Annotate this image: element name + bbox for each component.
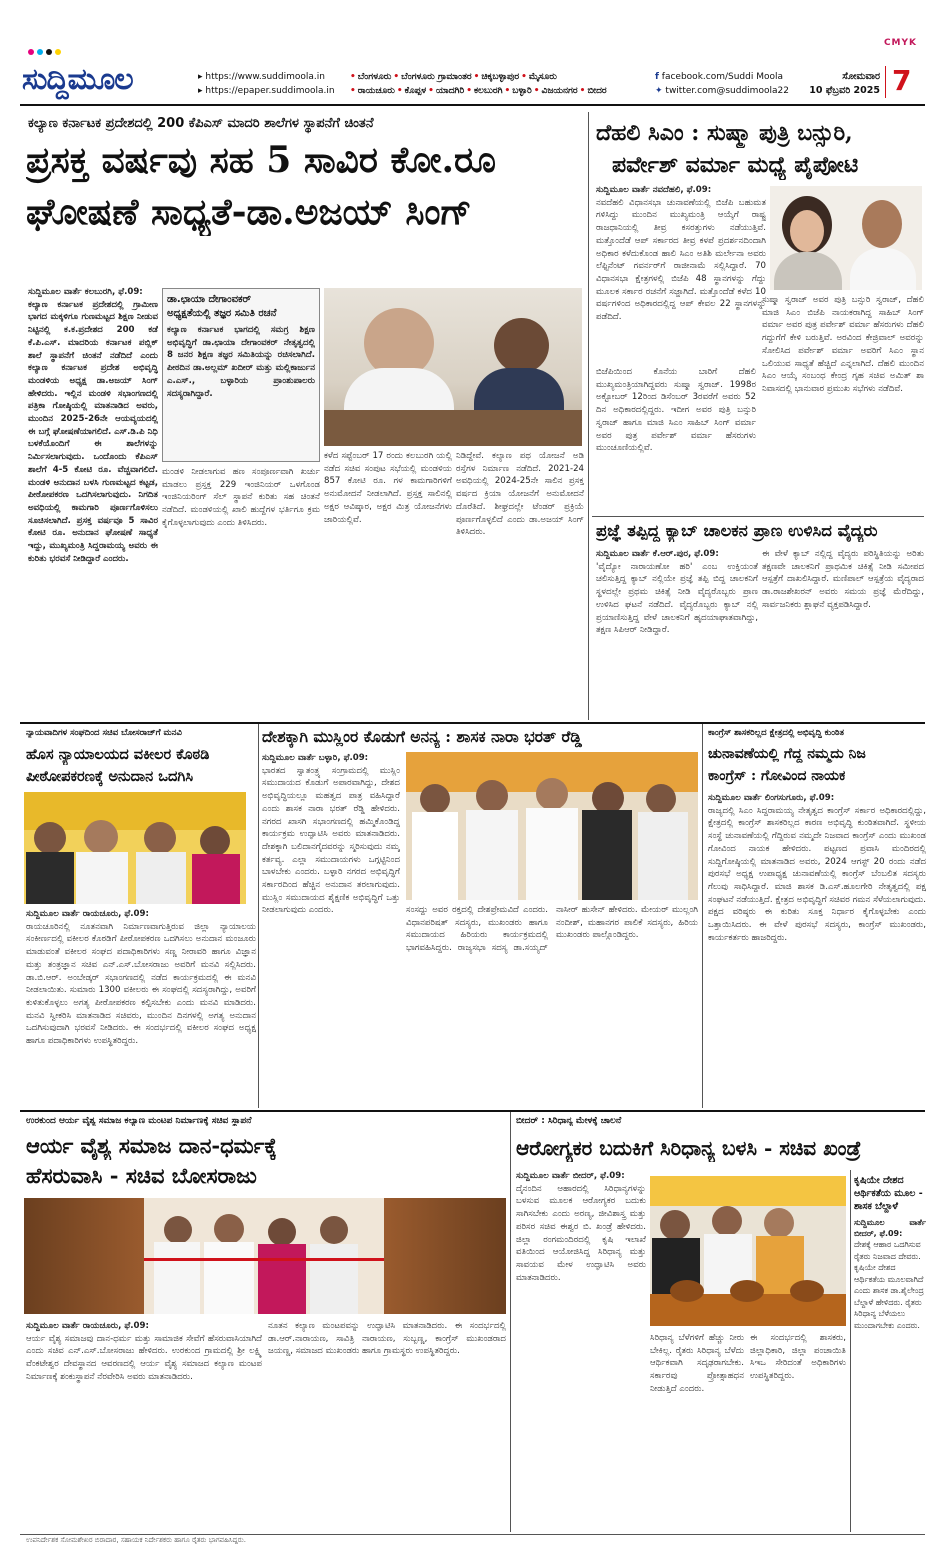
court-byline: ಸುದ್ದಿಮೂಲ ವಾರ್ತೆ ರಾಯಚೂರು, ಫೆ.09: (26, 909, 149, 919)
arya-para-1: ಆರ್ಯ ವೈಶ್ಯ ಸಮಾಜವು ದಾನ-ಧರ್ಮ ಮತ್ತು ಸಾಮಾಜಿಕ ಸೇವೆಗೆ ಹೆಸರುವಾಸಿಯಾಗಿದೆ ಎಂದು ಸಚಿವ ಎನ್.ಎಸ್.ಬೋಸರಾಜು ಹೇಳಿದರು. ಉರಕುಂದ ಗ್ರಾಮದಲ್ಲಿ ಶ್ರೀ ಲಕ್ಷ್ಮಿ ವೆಂಕಟೇಶ್ವರ ದೇವಸ್ಥಾನದ ಆವರಣದಲ್ಲಿ ಆರ್ಯ ವೈಶ್ಯ ಸಮಾಜದ ಕಲ್ಯಾಣ ಮಂಟಪ ನಿರ್ಮಾಣಕ್ಕೆ ಶಂಕುಸ್ಥಾಪನೆ ನೆರವೇರಿಸಿ ಅವರು ಮಾತನಾಡಿದರು. (26, 1333, 262, 1382)
edition-bullet: • (350, 86, 356, 96)
court-headline-1: ಹೊಸ ನ್ಯಾಯಾಲಯದ ವಕೀಲರ ಕೊಠಡಿ (26, 746, 210, 763)
box-title-2: ಅಧ್ಯಕ್ಷತೆಯಲ್ಲಿ ತಜ್ಞರ ಸಮಿತಿ ರಚನೆ (167, 308, 277, 319)
court-photo (24, 792, 246, 904)
arya-inauguration-photo (24, 1198, 506, 1314)
edition-bullet: • (533, 86, 540, 96)
court-para: ರಾಯಚೂರಿನಲ್ಲಿ ನೂತನವಾಗಿ ನಿರ್ಮಾಣವಾಗುತ್ತಿರುವ ಜಿಲ್ಲಾ ನ್ಯಾಯಾಲಯ ಸಂಕೀರ್ಣದಲ್ಲಿ ವಕೀಲರ ಕೊಠಡಿಗೆ ಪೀಠೋಪಕರಣ ಒದಗಿಸಲು ಅನುದಾನ ಮಂಜೂರು ಮಾಡುವಂತೆ ವಕೀಲರ ಸಂಘದ ಪದಾಧಿಕಾರಿಗಳು ಸಣ್ಣ ನೀರಾವರಿ ಹಾಗೂ ವಿಜ್ಞಾನ ಮತ್ತು ತಂತ್ರಜ್ಞಾನ ಸಚಿವ ಎನ್.ಎಸ್.ಬೋಸರಾಜು ಅವರಿಗೆ ಮನವಿ ಸಲ್ಲಿಸಿದರು. ಡಾ.ಬಿ.ಆರ್. ಅಂಬೇಡ್ಕರ್ ಸಭಾಂಗಣದಲ್ಲಿ ನಡೆದ ಕಾರ್ಯಕ್ರಮದಲ್ಲಿ ಈ ಮನವಿ ನೀಡಲಾಯಿತು. ಸುಮಾರು 1300 ವಕೀಲರು ಈ ಸಂಘದಲ್ಲಿ ಸದಸ್ಯರಾಗಿದ್ದು, ಅವರಿಗೆ ಕುಳಿತುಕೊಳ್ಳಲು ಅಗತ್ಯ ಪೀಠೋಪಕರಣ ಕಲ್ಪಿಸಬೇಕು ಎಂದು ಮನವಿ ಮಾಡಿದರು. ಮನವಿ ಸ್ವೀಕರಿಸಿ ಮಾತನಾಡಿದ ಸಚಿವರು, ಮುಂದಿನ ದಿನಗಳಲ್ಲಿ ಅಗತ್ಯ ಅನುದಾನ ಒದಗಿಸುವುದಾಗಿ ಭರವಸೆ ನೀಡಿದರು. ಈ ಸಂದರ್ಭದಲ್ಲಿ ವಕೀಲರ ಸಂಘದ ಅಧ್ಯಕ್ಷ ಹಾಗೂ ಪದಾಧಿಕಾರಿಗಳು ಉಪಸ್ಥಿತರಿದ್ದರು. (26, 921, 256, 1047)
edition-link[interactable]: ಬೆಂಗಳೂರು ಗ್ರಾಮಾಂತರ (401, 72, 472, 82)
facebook-icon: f (655, 72, 659, 82)
millet-mela-photo (650, 1176, 846, 1326)
cab-para-2: ಈ ವೇಳೆ ಕ್ಯಾಬ್ ನಲ್ಲಿದ್ದ ವೈದ್ಯರು ಪರಿಸ್ಥಿತಿಯನ್ನು ಅರಿತು ತಕ್ಷಣವೇ ಚಾಲಕನಿಗೆ ಪ್ರಾಥಮಿಕ ಚಿಕಿತ್ಸೆ ನೀಡಿ ಸಮೀಪದ ಆಸ್ಪತ್ರೆಗೆ ದಾಖಲಿಸಿದ್ದಾರೆ. ಮಣಿಪಾಲ್ ಆಸ್ಪತ್ರೆಯ ವೈದ್ಯರಾದ ಡಾ.ರಾಜಶೇಖರನ್ ಅವರು ಸಮಯ ಪ್ರಜ್ಞೆ ಮೆರೆದಿದ್ದು, ಸಾರ್ವಜನಿಕರು ಶ್ಲಾಘನೆ ವ್ಯಕ್ತಪಡಿಸಿದ್ದಾರೆ. (762, 549, 924, 610)
congress-headline-1: ಚುನಾವಣೆಯಲ್ಲಿ ಗೆದ್ದ ನಮ್ಮದು ನಿಜ (708, 746, 866, 762)
sidebar-text: ದೇಶಕ್ಕೆ ಆಹಾರ ಒದಗಿಸುವ ರೈತರು ನಿಜವಾದ ದೇವರು. ಕೃಷಿಯೇ ದೇಶದ ಆರ್ಥಿಕತೆಯ ಮೂಲವಾಗಿದೆ ಎಂದು ಶಾಸಕ ಡಾ.ಶೈಲೇಂದ್ರ ಬೆಲ್ದಾಳೆ ಹೇಳಿದರು. ರೈತರು ಸಿರಿಧಾನ್ಯ ಬೆಳೆಯಲು ಮುಂದಾಗಬೇಕು ಎಂದರು. (854, 1240, 924, 1330)
arya-kicker: ಉರಕುಂದ ಆರ್ಯ ವೈಶ್ಯ ಸಮಾಜ ಕಲ್ಯಾಣ ಮಂಟಪ ನಿರ್ಮಾಣಕ್ಕೆ ಸಚಿವ ಸ್ಥಾಪನೆ (26, 1116, 252, 1126)
arya-para-2: ನೂತನ ಕಲ್ಯಾಣ ಮಂಟಪವನ್ನು ಉದ್ಘಾಟಿಸಿ ಮಾತನಾಡಿದರು. ಈ ಸಂದರ್ಭದಲ್ಲಿ ಡಾ.ಆರ್.ನಾರಾಯಣ, ಸಾವಿತ್ರಿ ನಾರಾಯಣ, ಸುಬ್ಬಣ್ಣ, ಕಾಂಗ್ರೆಸ್ ಮುಖಂಡರಾದ ಜಯಣ್ಣ, ಸಮಾಜದ ಮುಖಂಡರು ಹಾಗೂ ಗ್ರಾಮಸ್ಥರು ಉಪಸ್ಥಿತರಿದ್ದರು. (268, 1321, 506, 1357)
arya-headline-2: ಹೆಸರುವಾಸಿ - ಸಚಿವ ಬೋಸರಾಜು (26, 1163, 257, 1188)
lead-photo (324, 288, 582, 446)
twitter-icon: ✦ (655, 86, 663, 96)
cmyk-mark: CMYK (883, 38, 917, 48)
lead-para-4: ನಿಡಿದ್ದೇವೆ. ಕಲ್ಯಾಣ ಪಥ ಯೋಜನೆ ಅಡಿ ರಸ್ತೆಗಳ ನಿರ್ಮಾಣ ನಡೆದಿದೆ. 2021-24 ಅವಧಿಯಲ್ಲಿ 2024-25ನೇ ಸಾಲಿನ ಪ್ರಸಕ್ತ ವರ್ಷದ ಕ್ರಿಯಾ ಯೋಜನೆಗೆ ಅನುಮೋದನೆ ದೊರೆತಿದೆ. ಶೀಘ್ರದಲ್ಲೇ ಟೆಂಡರ್ ಪ್ರಕ್ರಿಯೆ ಪೂರ್ಣಗೊಳ್ಳಲಿದೆ ಎಂದು ಡಾ.ಅಜಯ್ ಸಿಂಗ್ ತಿಳಿಸಿದರು. (456, 451, 584, 538)
lead-kicker: ಕಲ್ಯಾಣ ಕರ್ನಾಟಕ ಪ್ರದೇಶದಲ್ಲಿ 200 ಕೆಪಿಎಸ್ ಮಾದರಿ ಶಾಲೆಗಳ ಸ್ಥಾಪನೆಗೆ ಚಿಂತನೆ (28, 116, 374, 131)
millet-para-2: ಸಿರಿಧಾನ್ಯ ಬೆಳೆಗಳಿಗೆ ಹೆಚ್ಚು ನೀರು ಬೇಕಿಲ್ಲ. ರೈತರು ಸಿರಿಧಾನ್ಯ ಬೆಳೆದು ಆರ್ಥಿಕವಾಗಿ ಸದೃಢರಾಗಬೇಕು. ಸರ್ಕಾರವು ಪ್ರೋತ್ಸಾಹಧನ ನೀಡುತ್ತಿದೆ ಎಂದರು. (650, 1333, 744, 1394)
arya-byline: ಸುದ್ದಿಮೂಲ ವಾರ್ತೆ ರಾಯಚೂರು, ಫೆ.09: (26, 1321, 149, 1331)
logo: ಸುದ್ದಿಮೂಲ (22, 62, 133, 97)
edition-bullet: • (521, 72, 527, 82)
edition-link[interactable]: ಕಲಬುರಗಿ (473, 86, 503, 96)
edition-bullet: • (350, 72, 356, 82)
cab-byline: ಸುದ್ದಿಮೂಲ ವಾರ್ತೆ ಕೆ.ಆರ್.ಪುರ, ಫೆ.09: (596, 549, 719, 559)
footer-strip: ಉಪನಿರ್ದೇಶಕ ಸೋಮಶೇಖರ ಬಿರಾದಾರ, ಸಹಾಯಕ ನಿರ್ದೇಶಕರು ಹಾಗೂ ರೈತರು ಭಾಗವಹಿಸಿದ್ದರು. (26, 1536, 246, 1544)
editions (348, 70, 648, 98)
box-text: ಕಲ್ಯಾಣ ಕರ್ನಾಟಕ ಭಾಗದಲ್ಲಿ ಸಮಗ್ರ ಶಿಕ್ಷಣ ಅಭಿವೃದ್ಧಿಗೆ ಡಾ.ಛಾಯಾ ದೇಗಾಂವಕರ್ ನೇತೃತ್ವದಲ್ಲಿ 8 ಜನರ ಶಿಕ್ಷಣ ತಜ್ಞರ ಸಮಿತಿಯನ್ನು ರಚಿಸಲಾಗಿದೆ. ಪೀಠದಿನ ಡಾ.ಅಲ್ಲಮ್ ಖದೀರ್ ಮತ್ತು ಮಲ್ಲಿಕಾರ್ಜುನ ಎ.ಎಸ್., ಬಳ್ಳಾರಿಯ ಪ್ರಾಂಶುಪಾಲರು ಸದಸ್ಯರಾಗಿದ್ದಾರೆ. (167, 325, 315, 399)
edition-bullet: • (393, 72, 400, 82)
edition-link[interactable]: ಕೊಪ್ಪಳ (404, 86, 427, 96)
edition-link[interactable]: ಬಳ್ಳಾರಿ (512, 86, 532, 96)
sidebar-byline: ಸುದ್ದಿಮೂಲ ವಾರ್ತೆ ಬೀದರ್, ಫೆ.09: (854, 1218, 926, 1238)
millet-byline: ಸುದ್ದಿಮೂಲ ವಾರ್ತೆ ಬೀದರ್, ಫೆ.09: (516, 1171, 625, 1181)
cab-para-1: 'ವೈದ್ಯೋ ನಾರಾಯಣೋ ಹರಿ' ಎಂಬ ಉಕ್ತಿಯಂತೆ ಚಲಿಸುತ್ತಿದ್ದ ಕ್ಯಾಬ್ ನಲ್ಲಿಯೇ ಪ್ರಜ್ಞೆ ತಪ್ಪಿ ಬಿದ್ದ ಚಾಲಕನಿಗೆ ಸ್ಥಳದಲ್ಲೇ ಪ್ರಥಮ ಚಿಕಿತ್ಸೆ ನೀಡಿ ವೈದ್ಯರೊಬ್ಬರು ಪ್ರಾಣ ಉಳಿಸಿದ ಘಟನೆ ನಡೆದಿದೆ. ವೈದ್ಯರೊಬ್ಬರು ಕ್ಯಾಬ್ ನಲ್ಲಿ ಪ್ರಯಾಣಿಸುತ್ತಿದ್ದ ವೇಳೆ ಚಾಲಕನಿಗೆ ಹೃದಯಾಘಾತವಾಗಿದ್ದು, ತಕ್ಷಣ ಸಿಪಿಆರ್ ನೀಡಿದ್ದಾರೆ. (596, 561, 758, 636)
epaper-link[interactable]: ▸ https://epaper.suddimoola.in (198, 86, 335, 96)
date: 10 ಫೆಬ್ರವರಿ 2025 (809, 85, 880, 96)
edition-link[interactable]: ಮೈಸೂರು (528, 72, 557, 82)
edition-bullet: • (473, 72, 480, 82)
congress-kicker: ಕಾಂಗ್ರೆಸ್ ಶಾಸಕರಿಲ್ಲದ ಕ್ಷೇತ್ರದಲ್ಲಿ ಅಭಿವೃದ್ಧಿ ಕುಂಠಿತ (708, 728, 844, 738)
congress-byline: ಸುದ್ದಿಮೂಲ ವಾರ್ತೆ ಲಿಂಗಸುಗೂರು, ಫೆ.09: (708, 793, 835, 803)
edition-link[interactable]: ಬೆಂಗಳೂರು (357, 72, 392, 82)
cm-para-2: ಬಿಜೆಪಿಯಿಂದ ಕೊನೆಯ ಬಾರಿಗೆ ದೆಹಲಿ ಮುಖ್ಯಮಂತ್ರಿಯಾಗಿದ್ದವರು ಸುಷ್ಮಾ ಸ್ವರಾಜ್. 1998ರ ಅಕ್ಟೋಬರ್ 12ರಿಂದ ಡಿಸೆಂಬರ್ 3ರವರೆಗೆ ಅವರು 52 ದಿನ ಅಧಿಕಾರದಲ್ಲಿದ್ದರು. ಇದೀಗ ಅವರ ಪುತ್ರಿ ಬನ್ಸುರಿ ಸ್ವರಾಜ್ ಹಾಗೂ ಮಾಜಿ ಸಿಎಂ ಸಾಹಿಬ್ ಸಿಂಗ್ ವರ್ಮಾ ಅವರ ಪುತ್ರ ಪರ್ವೇಶ್ ವರ್ಮಾ ಹೆಸರುಗಳು ಮುಂಚೂಣಿಯಲ್ಲಿವೆ. (596, 367, 756, 454)
twitter-link[interactable]: ✦ twitter.com@suddimoola22 (655, 86, 789, 96)
page-number: 7 (892, 64, 912, 97)
cm-para-3: ಸುಷ್ಮಾ ಸ್ವರಾಜ್ ಅವರ ಪುತ್ರಿ ಬನ್ಸುರಿ ಸ್ವರಾಜ್, ದೆಹಲಿ ಮಾಜಿ ಸಿಎಂ ಬಿಜೆಪಿ ನಾಯಕರಾಗಿದ್ದ ಸಾಹಿಬ್ ಸಿಂಗ್ ವರ್ಮಾ ಅವರ ಪುತ್ರ ಪರ್ವೇಶ್ ವರ್ಮಾ ಹೆಸರುಗಳು ದೆಹಲಿ ಗದ್ದುಗೆಗೆ ಕೇಳಿ ಬರುತ್ತಿವೆ. ಅರವಿಂದ ಕೇಜ್ರಿವಾಲ್ ಅವರನ್ನು ಸೋಲಿಸಿದ ಪರ್ವೇಶ್ ವರ್ಮಾ ಅವರಿಗೆ ಸಿಎಂ ಸ್ಥಾನ ಒಲಿಯುವ ಸಾಧ್ಯತೆ ಹೆಚ್ಚಿದೆ ಎನ್ನಲಾಗಿದೆ. ದೆಹಲಿ ಮುಂದಿನ ಸಿಎಂ ಆಯ್ಕೆ ಸಂಬಂಧ ಕೇಂದ್ರ ಗೃಹ ಸಚಿವ ಅಮಿತ್ ಶಾ ನಿವಾಸದಲ್ಲಿ ಭಾನುವಾರ ಪ್ರಮುಖ ಸಭೆಗಳು ನಡೆದಿವೆ. (762, 295, 924, 394)
court-headline-2: ಪೀಠೋಪಕರಣಕ್ಕೆ ಅನುದಾನ ಒದಗಿಸಿ (26, 768, 194, 785)
cm-para-1: ನವದೆಹಲಿ ವಿಧಾನಸಭಾ ಚುನಾವಣೆಯಲ್ಲಿ ಬಿಜೆಪಿ ಬಹುಮತ ಗಳಿಸಿದ್ದು ಮುಂದಿನ ಮುಖ್ಯಮಂತ್ರಿ ಆಯ್ಕೆಗೆ ರಾಷ್ಟ್ರ ರಾಜಧಾನಿಯಲ್ಲಿ ತೀವ್ರ ಕಸರತ್ತುಗಳು ನಡೆಯುತ್ತಿವೆ. ಮತ್ತೊಂದೆಡೆ ಆಪ್ ಸರ್ಕಾರದ ತೀವ್ರ ಕಳಪೆ ಪ್ರದರ್ಶನದಿಂದಾಗಿ ಅಧಿಕಾರ ಕಳೆದುಕೊಂಡ ಹಾಲಿ ಸಿಎಂ ಅತಿಶಿ ಮರ್ಲೇನಾ ಅವರು ಲೆಫ್ಟಿನೆಂಟ್ ಗವರ್ನರ್‌ಗೆ ರಾಜೀನಾಮೆ ಸಲ್ಲಿಸಿದ್ದಾರೆ. 70 ವಿಧಾನಸಭಾ ಕ್ಷೇತ್ರಗಳಲ್ಲಿ ಬಿಜೆಪಿ 48 ಸ್ಥಾನಗಳನ್ನು ಗೆದ್ದು ಮೂಲಕ ಸರ್ಕಾರ ರಚನೆಗೆ ಸಜ್ಜಾಗಿದೆ. ಮತ್ತೊಂದೆಡೆ ಕಳೆದ 10 ವರ್ಷಗಳಿಂದ ಅಧಿಕಾರದಲ್ಲಿದ್ದ ಆಪ್ ಕೇವಲ 22 ಸ್ಥಾನಗಳನ್ನು ಪಡೆದಿದೆ. (596, 197, 766, 323)
sidebar-title: ಕೃಷಿಯೇ ದೇಶದ ಆರ್ಥಿಕತೆಯ ಮೂಲ - ಶಾಸಕ ಬೆಲ್ದಾಳೆ (854, 1175, 923, 1212)
lead-para-3: ಕಳೆದ ಸಪ್ಟೆಂಬರ್ 17 ರಂದು ಕಲಬುರಗಿ ಯಲ್ಲಿ ನಡೆದ ಸಚಿವ ಸಂಪುಟ ಸಭೆಯಲ್ಲಿ ಮಂಡಳಿಯ 857 ಕೋಟಿ ರೂ. ಗಳ ಕಾಮಗಾರಿಗಳಿಗೆ ಅನುಮೋದನೆ ನೀಡಲಾಗಿದೆ. ಪ್ರಸ್ತಕ್ತ ಸಾಲಿನಲ್ಲಿ ಅಕ್ಷರ ಆವಿಷ್ಕಾರ, ಅಕ್ಷರ ಮಿತ್ರ ಯೋಜನೆಗಳು ಜಾರಿಯಲ್ಲಿವೆ. (324, 451, 452, 525)
edition-link[interactable]: ಬೀದರ (587, 86, 607, 96)
cm-candidates-photo (770, 186, 922, 290)
edition-link[interactable]: ಯಾದಗಿರಿ (435, 86, 465, 96)
lead-headline-2: ಘೋಷಣೆ ಸಾಧ್ಯತೆ-ಡಾ.ಅಜಯ್ ಸಿಂಗ್ (26, 191, 472, 233)
millet-headline: ಆರೋಗ್ಯಕರ ಬದುಕಿಗೆ ಸಿರಿಧಾನ್ಯ ಬಳಸಿ - ಸಚಿವ ಖಂಡ್ರೆ (516, 1136, 861, 1160)
arya-headline-1: ಆರ್ಯ ವೈಶ್ಯ ಸಮಾಜ ದಾನ-ಧರ್ಮಕ್ಕೆ (26, 1133, 277, 1158)
congress-headline-2: ಕಾಂಗ್ರೆಸ್ : ಗೋವಿಂದ ನಾಯಕ (708, 768, 846, 784)
edition-bullet: • (579, 86, 586, 96)
edition-bullet: • (396, 86, 403, 96)
muslim-byline: ಸುದ್ದಿಮೂಲ ವಾರ್ತೆ ಬಳ್ಳಾರಿ, ಫೆ.09: (262, 753, 369, 763)
muslim-headline: ದೇಶಕ್ಕಾಗಿ ಮುಸ್ಲಿಂರ ಕೊಡುಗೆ ಅನನ್ಯ : ಶಾಸಕ ನಾರಾ ಭರತ್ ರೆಡ್ಡಿ (262, 727, 582, 746)
day: ಸೋಮವಾರ (842, 71, 880, 82)
edition-link[interactable]: ವಿಜಯನಗರ (541, 86, 578, 96)
lead-para-2: ಮಂಡಳಿ ನೀಡಲಾಗುವ ಹಣ ಸಂಪೂರ್ಣವಾಗಿ ಖರ್ಚು ಮಾಡಲು ಪ್ರಸ್ತಕ್ತ 229 ಇಂಜಿನಿಯರ್ ಒಳಗೊಂಡ ಇಂಜಿನಿಯರಿಂಗ್ ಸೆಲ್ ಸ್ಥಾಪನೆ ಕುರಿತು ಸಹ ಚಿಂತನೆ ನಡೆದಿದೆ. ಮಂಡಳಿಯಲ್ಲಿ ಖಾಲಿ ಹುದ್ದೆಗಳ ಭರ್ತಿಗೂ ಕ್ರಮ ಕೈಗೊಳ್ಳಲಾಗುವುದು ಎಂದು ತಿಳಿಸಿದರು. (162, 467, 320, 528)
website-link[interactable]: ▸ https://www.suddimoola.in (198, 72, 325, 82)
lead-headline-1: ಪ್ರಸಕ್ತ ವರ್ಷವು ಸಹ 5 ಸಾವಿರ ಕೋ.ರೂ (26, 139, 497, 181)
millet-sidebar (854, 1174, 926, 1519)
muslim-event-photo (406, 752, 698, 900)
box-title-1: ಡಾ.ಛಾಯಾ ದೇಗಾಂವಕರ್ (167, 294, 252, 305)
court-kicker: ನ್ಯಾಯವಾದಿಗಳ ಸಂಘದಿಂದ ಸಚಿವ ಬೋಸರಾಜ್‌ಗೆ ಮನವಿ (26, 728, 182, 738)
edition-bullet: • (466, 86, 472, 96)
muslim-para-2: ಸಂಸದ್ದು ಅವರ ರಕ್ತದಲ್ಲಿ ದೇಶಪ್ರೇಮವಿದೆ ಎಂದರು. ವಿಧಾನಪರಿಷತ್ ಸದಸ್ಯರು, ಮುಖಂಡರು ಹಾಗೂ ಸಮುದಾಯದ ಹಿರಿಯರು ಕಾರ್ಯಕ್ರಮದಲ್ಲಿ ಭಾಗವಹಿಸಿದ್ದರು. ರಾಜ್ಯಸಭಾ ಸದಸ್ಯ ಡಾ.ಸಯ್ಯದ್ ನಾಸೀರ್ ಹುಸೇನ್ ಹೇಳಿದರು. ಮೇಯರ್ ಮುಲ್ಲಂಗಿ ನಂದೀಶ್, ಮಹಾನಗರ ಪಾಲಿಕೆ ಸದಸ್ಯರು, ಹಿರಿಯ ಮುಖಂಡರು ಪಾಲ್ಗೊಂಡಿದ್ದರು. (406, 905, 698, 954)
millet-para-1: ದೈನಂದಿನ ಆಹಾರದಲ್ಲಿ ಸಿರಿಧಾನ್ಯಗಳನ್ನು ಬಳಸುವ ಮೂಲಕ ಆರೋಗ್ಯಕರ ಬದುಕು ಸಾಗಿಸಬೇಕು ಎಂದು ಅರಣ್ಯ, ಜೀವಿಶಾಸ್ತ್ರ ಮತ್ತು ಪರಿಸರ ಸಚಿವ ಈಶ್ವರ ಬಿ. ಖಂಡ್ರೆ ಹೇಳಿದರು. ಜಿಲ್ಲಾ ರಂಗಮಂದಿರದಲ್ಲಿ ಕೃಷಿ ಇಲಾಖೆ ವತಿಯಿಂದ ಆಯೋಜಿಸಿದ್ದ ಸಿರಿಧಾನ್ಯ ಮತ್ತು ಸಾವಯವ ಮೇಳ ಉದ್ಘಾಟಿಸಿ ಅವರು ಮಾತನಾಡಿದರು. (516, 1183, 646, 1283)
muslim-para-1: ಭಾರತದ ಸ್ವಾತಂತ್ರ್ಯ ಸಂಗ್ರಾಮದಲ್ಲಿ ಮುಸ್ಲಿಂ ಸಮುದಾಯದ ಕೊಡುಗೆ ಅಪಾರವಾಗಿದ್ದು, ದೇಶದ ಅಭಿವೃದ್ಧಿಯಲ್ಲೂ ಮಹತ್ವದ ಪಾತ್ರ ವಹಿಸಿದ್ದಾರೆ ಎಂದು ಶಾಸಕ ನಾರಾ ಭರತ್ ರೆಡ್ಡಿ ಹೇಳಿದರು. ನಗರದ ಖಾಸಗಿ ಸಭಾಂಗಣದಲ್ಲಿ ಹಮ್ಮಿಕೊಂಡಿದ್ದ ಕಾರ್ಯಕ್ರಮ ಉದ್ಘಾಟಿಸಿ ಅವರು ಮಾತನಾಡಿದರು. ದೇಶಕ್ಕಾಗಿ ಬಲಿದಾನಗೈದವರನ್ನು ಸ್ಮರಿಸುವುದು ನಮ್ಮ ಕರ್ತವ್ಯ. ಎಲ್ಲಾ ಸಮುದಾಯಗಳು ಒಗ್ಗಟ್ಟಿನಿಂದ ಬಾಳಬೇಕು ಎಂದರು. ಬಳ್ಳಾರಿ ನಗರದ ಅಭಿವೃದ್ಧಿಗೆ ಸರ್ಕಾರದಿಂದ ಹೆಚ್ಚಿನ ಅನುದಾನ ತರಲಾಗುವುದು. ಮುಸ್ಲಿಂ ಸಮುದಾಯದ ಶೈಕ್ಷಣಿಕ ಅಭಿವೃದ್ಧಿಗೆ ಒತ್ತು ನೀಡಲಾಗುವುದು ಎಂದರು. (262, 765, 400, 916)
registration-dots (28, 40, 64, 59)
cm-headline-1: ದೆಹಲಿ ಸಿಎಂ : ಸುಷ್ಮಾ ಪುತ್ರಿ ಬನ್ಸುರಿ, (596, 120, 853, 146)
facebook-link[interactable]: f facebook.com/Suddi Moola (655, 72, 784, 82)
edition-link[interactable]: ಚಿಕ್ಕಬಳ್ಳಾಪುರ (481, 72, 520, 82)
edition-link[interactable]: ರಾಯಚೂರು (357, 86, 395, 96)
millet-para-3: ಈ ಸಂದರ್ಭದಲ್ಲಿ ಶಾಸಕರು, ಜಿಲ್ಲಾಧಿಕಾರಿ, ಜಿಲ್ಲಾ ಪಂಚಾಯಿತಿ ಸಿಇಒ ಸೇರಿದಂತೆ ಅಧಿಕಾರಿಗಳು ಉಪಸ್ಥಿತರಿದ್ದರು. (750, 1333, 846, 1382)
millet-kicker: ಬೀದರ್ : ಸಿರಿಧಾನ್ಯ ಮೇಳಕ್ಕೆ ಚಾಲನೆ (516, 1116, 622, 1126)
lead-para-1: ಕಲ್ಯಾಣ ಕರ್ನಾಟಕ ಪ್ರದೇಶದಲ್ಲಿ ಗ್ರಾಮೀಣ ಭಾಗದ ಮಕ್ಕಳಿಗೂ ಗುಣಮಟ್ಟದ ಶಿಕ್ಷಣ ನೀಡುವ ನಿಟ್ಟಿನಲ್ಲಿ ಕ.ಕ.ಪ್ರದೇಶದ 200 ಕಡೆ ಕೆ.ಪಿ.ಎಸ್. ಮಾದರಿಯ ಕರ್ನಾಟಕ ಪಬ್ಲಿಕ್ ಶಾಲೆ ಸ್ಥಾಪನೆಗೆ ಚಿಂತನೆ ನಡೆದಿದೆ ಎಂದು ಕಲ್ಯಾಣ ಕರ್ನಾಟಕ ಪ್ರದೇಶ ಅಭಿವೃದ್ಧಿ ಮಂಡಳಿಯ ಅಧ್ಯಕ್ಷ ಡಾ.ಅಜಯ್ ಸಿಂಗ್ ಹೇಳಿದರು. ಇಲ್ಲಿನ ಮಂಡಳಿ ಸಭಾಂಗಣದಲ್ಲಿ ಪತ್ರಿಕಾ ಗೋಷ್ಠಿಯಲ್ಲಿ ಮಾತನಾಡಿದ ಅವರು, ಮುಂದಿನ 2025-26ನೇ ಆಯವ್ಯಯದಲ್ಲಿ ಈ ಬಗ್ಗೆ ಘೋಷಣೆಯಾಗಲಿದೆ. ಎಸ್.ಡಿ.ಪಿ ನಿಧಿ ಬಳಕೆಯೊಂದಿಗೆ ಈ ಶಾಲೆಗಳನ್ನು ನಿರ್ಮಿಸಲಾಗುವುದು. ಒಂದೊಂದು ಕೆಪಿಎಸ್ ಶಾಲೆಗೆ 4-5 ಕೋಟಿ ರೂ. ವೆಚ್ಚವಾಗಲಿದೆ. ಮಂಡಳಿ ಅನುದಾನ ಬಳಸಿ ಗುಣಮಟ್ಟದ ಕಟ್ಟಡ, ಪೀಠೋಪಕರಣ ಒದಗಿಸಲಾಗುವುದು. ನಿಗದಿತ ಅವಧಿಯಲ್ಲಿ ಕಾಮಗಾರಿ ಪೂರ್ಣಗೊಳಿಸಲು ಸೂಚಿಸಲಾಗಿದೆ. ಪ್ರಸಕ್ತ ವರ್ಷವೂ 5 ಸಾವಿರ ಕೋಟಿ ರೂ. ಅನುದಾನ ಘೋಷಣೆ ಸಾಧ್ಯತೆ ಇದ್ದು, ಮುಖ್ಯಮಂತ್ರಿ ಸಿದ್ದರಾಮಯ್ಯ ಅವರು ಈ ಕುರಿತು ಭರವಸೆ ನೀಡಿದ್ದಾರೆ ಎಂದರು. (28, 299, 158, 564)
cm-headline-2: ಪರ್ವೇಶ್ ವರ್ಮಾ ಮಧ್ಯೆ ಪೈಪೋಟಿ (612, 152, 859, 178)
expert-committee-box (162, 288, 320, 462)
congress-para: ರಾಜ್ಯದಲ್ಲಿ ಸಿಎಂ ಸಿದ್ದರಾಮಯ್ಯ ನೇತೃತ್ವದ ಕಾಂಗ್ರೆಸ್ ಸರ್ಕಾರ ಅಧಿಕಾರದಲ್ಲಿದ್ದು, ಕ್ಷೇತ್ರದಲ್ಲಿ ಕಾಂಗ್ರೆಸ್ ಶಾಸಕರಿಲ್ಲದ ಕಾರಣ ಅಭಿವೃದ್ಧಿ ಕುಂಠಿತವಾಗಿದೆ. ಸ್ಥಳೀಯ ಸಂಸ್ಥೆ ಚುನಾವಣೆಯಲ್ಲಿ ಗೆದ್ದಿರುವ ನಮ್ಮದೇ ನಿಜವಾದ ಕಾಂಗ್ರೆಸ್ ಎಂದು ಮುಖಂಡ ಗೋವಿಂದ ನಾಯಕ ಹೇಳಿದರು. ಪಟ್ಟಣದ ಪ್ರವಾಸಿ ಮಂದಿರದಲ್ಲಿ ಸುದ್ದಿಗೋಷ್ಠಿಯಲ್ಲಿ ಮಾತನಾಡಿದ ಅವರು, 2024 ಆಗಸ್ಟ್ 20 ರಂದು ನಡೆದ ಪುರಸಭೆ ಅಧ್ಯಕ್ಷ ಉಪಾಧ್ಯಕ್ಷ ಚುನಾವಣೆಯಲ್ಲಿ ಕಾಂಗ್ರೆಸ್ ಬೆಂಬಲಿತ ಸದಸ್ಯರು ಗೆಲುವು ಸಾಧಿಸಿದ್ದಾರೆ. ಮಾಜಿ ಶಾಸಕ ಡಿ.ಎಸ್.ಹೂಲಗೇರಿ ನೇತೃತ್ವದಲ್ಲಿ ಪಕ್ಷ ಸಂಘಟನೆ ನಡೆಯುತ್ತಿದೆ. ಕ್ಷೇತ್ರದ ಅಭಿವೃದ್ಧಿಗೆ ಸಚಿವರ ಗಮನ ಸೆಳೆಯಲಾಗುವುದು. ಪಕ್ಷದ ವರಿಷ್ಠರು ಈ ಕುರಿತು ಸೂಕ್ತ ನಿರ್ಧಾರ ಕೈಗೊಳ್ಳಬೇಕು ಎಂದು ಒತ್ತಾಯಿಸಿದರು. ಈ ವೇಳೆ ಪುರಸಭೆ ಸದಸ್ಯರು, ಕಾಂಗ್ರೆಸ್ ಮುಖಂಡರು, ಕಾರ್ಯಕರ್ತರು ಹಾಜರಿದ್ದರು. (708, 805, 926, 943)
cm-byline: ಸುದ್ದಿಮೂಲ ವಾರ್ತೆ ನವದೆಹಲಿ, ಫೆ.09: (596, 185, 712, 195)
edition-bullet: • (428, 86, 434, 96)
lead-byline: ಸುದ್ದಿಮೂಲ ವಾರ್ತೆ ಕಲಬುರಗಿ, ಫೆ.09: (28, 287, 143, 297)
cab-headline: ಪ್ರಜ್ಞೆ ತಪ್ಪಿದ್ದ ಕ್ಯಾಬ್ ಚಾಲಕನ ಪ್ರಾಣ ಉಳಿಸಿದ ವೈದ್ಯರು (596, 521, 878, 540)
edition-bullet: • (504, 86, 511, 96)
